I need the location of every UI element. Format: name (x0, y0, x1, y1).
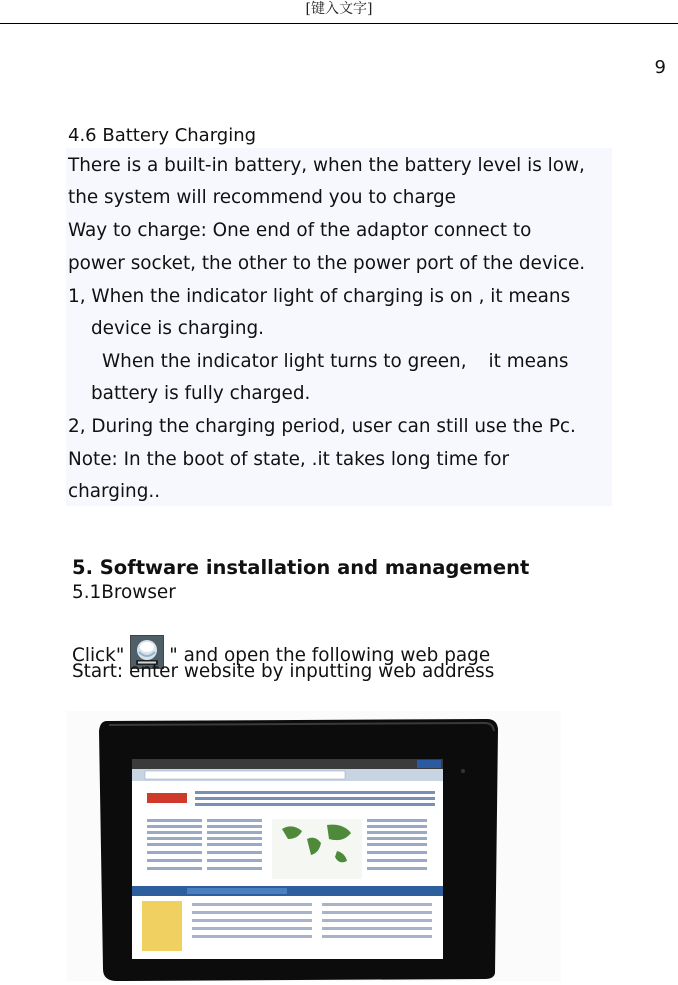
start-instruction: Start: enter website by inputting web address (72, 661, 495, 682)
battery-line-1: There is a built-in battery, when the battery level is low, (68, 155, 585, 176)
battery-line-11: charging.. (68, 481, 161, 502)
header-divider (0, 23, 678, 24)
battery-line-6: device is charging. (91, 318, 265, 339)
battery-line-5: 1, When the indicator light of charging is on , it means (68, 286, 571, 307)
software-section-title: 5. Software installation and management (72, 556, 530, 579)
browser-subtitle: 5.1Browser (72, 582, 176, 603)
battery-line-3: Way to charge: One end of the adaptor connect to (68, 220, 532, 241)
page-number: 9 (654, 57, 666, 78)
battery-line-7 (102, 351, 568, 373)
battery-line-7b: it means (488, 351, 569, 372)
battery-line-8: battery is fully charged. (91, 383, 311, 404)
tablet-photo (67, 711, 561, 981)
battery-line-10: Note: In the boot of state, .it takes long time for (68, 449, 510, 470)
battery-line-7a: When the indicator light turns to green, (102, 351, 467, 372)
click-prefix: Click" (72, 645, 125, 666)
battery-line-4: power socket, the other to the power port of the device. (68, 253, 586, 274)
battery-section-title: 4.6 Battery Charging (68, 125, 257, 146)
page-header: [键入文字] (305, 1, 373, 17)
battery-line-9: 2, During the charging period, user can still use the Pc. (68, 416, 576, 437)
battery-line-2: the system will recommend you to charge (68, 187, 456, 208)
click-suffix: " and open the following web page (169, 645, 491, 666)
